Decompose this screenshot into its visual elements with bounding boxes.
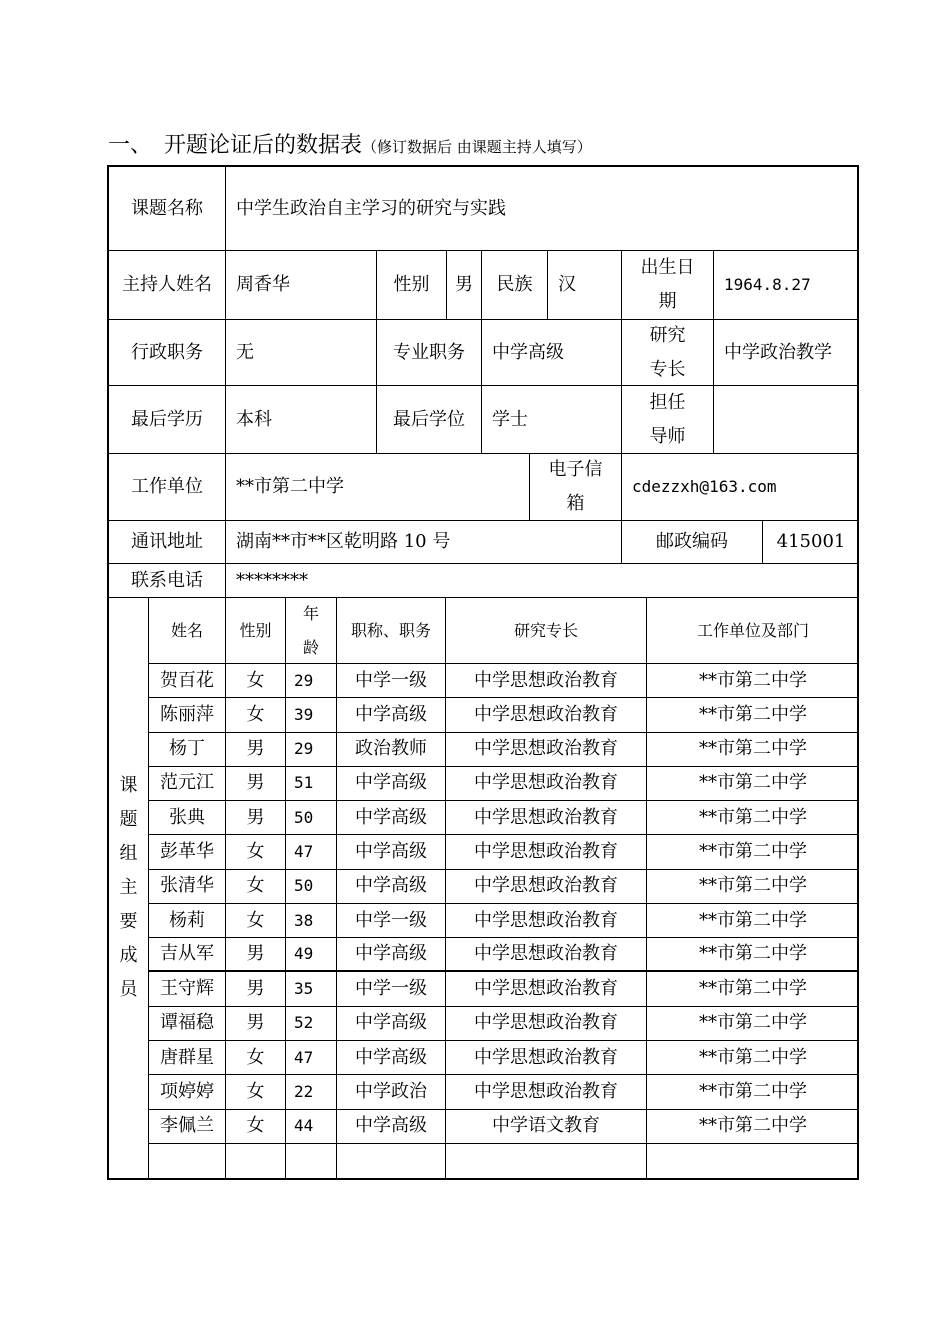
member-unit-cell: **市第二中学 [647,664,859,698]
member-title-cell: 政治教师 [337,733,446,767]
members-header-unit: 工作单位及部门 [647,598,859,664]
host-birth-label: 出生日 期 [622,251,714,320]
degree-value: 学士 [482,386,622,454]
member-name-cell: 张清华 [149,870,226,904]
member-gender-cell: 女 [226,870,286,904]
phone-label: 联系电话 [109,564,226,598]
member-age-cell: 49 [286,938,337,972]
unit-label: 工作单位 [109,454,226,521]
member-unit-cell: **市第二中学 [647,698,859,732]
members-header-name: 姓名 [149,598,226,664]
member-unit-cell: **市第二中学 [647,801,859,835]
member-specialty-cell: 中学思想政治教育 [446,801,647,835]
member-specialty-cell: 中学思想政治教育 [446,1007,647,1041]
postcode-value: 415001 [763,521,859,564]
member-name-cell: 张典 [149,801,226,835]
degree-label: 最后学位 [377,386,482,454]
members-header-age: 年 龄 [286,598,337,664]
member-title-cell: 中学高级 [337,938,446,972]
members-side-label: 课 题 组 主 要 成 员 [109,598,149,1178]
member-age-cell: 44 [286,1110,337,1144]
member-age-cell: 29 [286,733,337,767]
member-title-cell: 中学高级 [337,870,446,904]
member-age-cell: 52 [286,1007,337,1041]
section-heading [108,128,592,168]
member-title-cell: 中学高级 [337,1041,446,1075]
member-specialty-cell: 中学思想政治教育 [446,767,647,801]
member-specialty-cell: 中学思想政治教育 [446,870,647,904]
member-specialty-cell: 中学思想政治教育 [446,835,647,869]
member-title-cell: 中学高级 [337,801,446,835]
member-title-cell: 中学一级 [337,972,446,1006]
member-gender-cell: 女 [226,835,286,869]
member-gender-cell: 男 [226,972,286,1006]
member-specialty-cell [446,1144,647,1178]
member-gender-cell [226,1144,286,1178]
member-name-cell: 杨丁 [149,733,226,767]
member-title-cell: 中学高级 [337,835,446,869]
member-age-cell: 22 [286,1075,337,1109]
admin-value: 无 [226,320,377,386]
host-ethnicity: 汉 [548,251,622,320]
member-gender-cell: 男 [226,938,286,972]
member-age-cell [286,1144,337,1178]
member-gender-cell: 男 [226,767,286,801]
host-name-label: 主持人姓名 [109,251,226,320]
member-name-cell: 唐群星 [149,1041,226,1075]
member-age-cell: 50 [286,801,337,835]
member-specialty-cell: 中学思想政治教育 [446,1075,647,1109]
member-name-cell: 陈丽萍 [149,698,226,732]
member-name-cell: 项婷婷 [149,1075,226,1109]
member-title-cell: 中学政治 [337,1075,446,1109]
member-unit-cell: **市第二中学 [647,1041,859,1075]
member-gender-cell: 男 [226,801,286,835]
member-unit-cell: **市第二中学 [647,972,859,1006]
member-unit-cell: **市第二中学 [647,767,859,801]
member-name-cell: 范元江 [149,767,226,801]
member-name-cell: 王守辉 [149,972,226,1006]
section-number: 一、 [108,133,153,158]
mentor-label: 担任 导师 [622,386,714,454]
data-table [107,165,859,1180]
member-name-cell: 李佩兰 [149,1110,226,1144]
member-name-cell: 贺百花 [149,664,226,698]
topic-value: 中学生政治自主学习的研究与实践 [226,167,859,251]
unit-value: **市第二中学 [226,454,530,521]
member-name-cell: 杨莉 [149,904,226,938]
address-label: 通讯地址 [109,521,226,564]
host-ethnicity-label: 民族 [482,251,548,320]
member-specialty-cell: 中学语文教育 [446,1110,647,1144]
member-title-cell: 中学高级 [337,767,446,801]
research-value: 中学政治教学 [714,320,859,386]
email-value: cdezzxh@163.com [622,454,859,521]
member-age-cell: 29 [286,664,337,698]
member-age-cell: 39 [286,698,337,732]
section-note: （修订数据后 由课题主持人填写） [362,138,592,156]
section-title: 开题论证后的数据表 [164,133,363,158]
member-unit-cell: **市第二中学 [647,1007,859,1041]
member-age-cell: 50 [286,870,337,904]
member-specialty-cell: 中学思想政治教育 [446,904,647,938]
pro-value: 中学高级 [482,320,622,386]
address-value: 湖南**市**区乾明路 10 号 [226,521,622,564]
member-gender-cell: 女 [226,1041,286,1075]
member-unit-cell: **市第二中学 [647,733,859,767]
member-title-cell: 中学一级 [337,664,446,698]
member-age-cell: 47 [286,835,337,869]
member-title-cell [337,1144,446,1178]
member-unit-cell: **市第二中学 [647,1110,859,1144]
member-age-cell: 51 [286,767,337,801]
host-name: 周香华 [226,251,377,320]
member-age-cell: 38 [286,904,337,938]
admin-label: 行政职务 [109,320,226,386]
member-unit-cell: **市第二中学 [647,938,859,972]
mentor-value [714,386,859,454]
research-label: 研究 专长 [622,320,714,386]
host-gender-label: 性别 [377,251,447,320]
member-gender-cell: 女 [226,664,286,698]
member-name-cell: 吉从军 [149,938,226,972]
edu-label: 最后学历 [109,386,226,454]
member-name-cell [149,1144,226,1178]
member-title-cell: 中学高级 [337,1007,446,1041]
member-gender-cell: 女 [226,1075,286,1109]
topic-label: 课题名称 [109,167,226,251]
member-name-cell: 彭革华 [149,835,226,869]
phone-value: ******** [226,564,859,598]
members-header-gender: 性别 [226,598,286,664]
member-gender-cell: 女 [226,698,286,732]
postcode-label: 邮政编码 [622,521,763,564]
members-header-title: 职称、职务 [337,598,446,664]
member-specialty-cell: 中学思想政治教育 [446,1041,647,1075]
member-unit-cell: **市第二中学 [647,904,859,938]
host-gender: 男 [447,251,482,320]
member-unit-cell: **市第二中学 [647,835,859,869]
member-age-cell: 47 [286,1041,337,1075]
edu-value: 本科 [226,386,377,454]
member-specialty-cell: 中学思想政治教育 [446,698,647,732]
member-specialty-cell: 中学思想政治教育 [446,972,647,1006]
member-name-cell: 谭福稳 [149,1007,226,1041]
member-gender-cell: 女 [226,904,286,938]
member-specialty-cell: 中学思想政治教育 [446,938,647,972]
email-label: 电子信 箱 [530,454,622,521]
member-title-cell: 中学高级 [337,1110,446,1144]
member-specialty-cell: 中学思想政治教育 [446,664,647,698]
members-header-specialty: 研究专长 [446,598,647,664]
member-title-cell: 中学一级 [337,904,446,938]
member-gender-cell: 女 [226,1110,286,1144]
member-unit-cell: **市第二中学 [647,1075,859,1109]
member-unit-cell: **市第二中学 [647,870,859,904]
member-specialty-cell: 中学思想政治教育 [446,733,647,767]
member-gender-cell: 男 [226,733,286,767]
member-gender-cell: 男 [226,1007,286,1041]
pro-label: 专业职务 [377,320,482,386]
host-birth: 1964.8.27 [714,251,859,320]
member-age-cell: 35 [286,972,337,1006]
member-title-cell: 中学高级 [337,698,446,732]
member-unit-cell [647,1144,859,1178]
